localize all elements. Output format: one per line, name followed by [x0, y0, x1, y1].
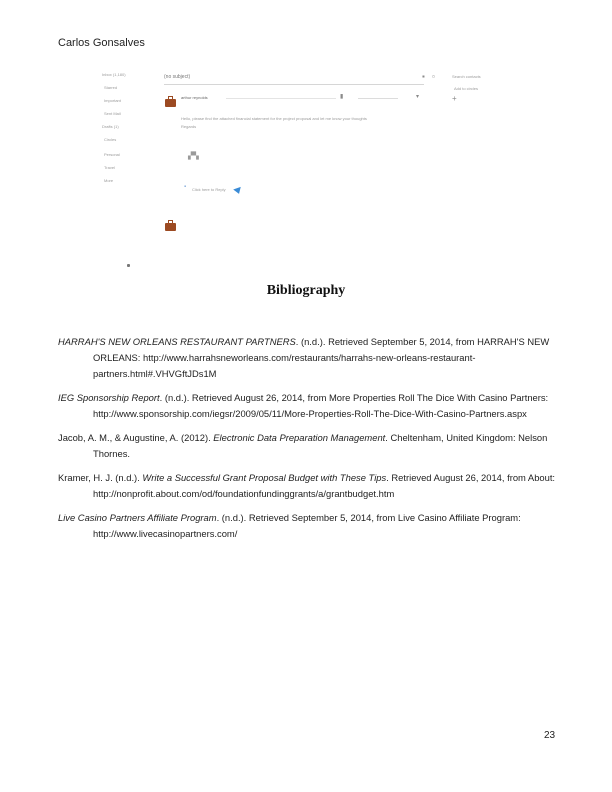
email-sidebar-item: Drafts (1)	[102, 124, 119, 129]
embedded-email-screenshot	[96, 66, 516, 276]
add-icon: +	[452, 94, 457, 103]
reply-hint: Click here to Reply	[192, 187, 226, 192]
briefcase-icon	[165, 223, 176, 231]
bibliography-entry	[58, 510, 556, 542]
email-sidebar-item: Circles	[104, 137, 117, 142]
message-body-line: Hello, please find the attached financial statement for the project proposal and let me know your thoughts	[181, 116, 367, 121]
right-label: Search contacts	[452, 74, 481, 79]
entry-title: Electronic Data Preparation Management	[213, 432, 386, 443]
email-subject: (no subject)	[164, 74, 191, 80]
bibliography-entry	[58, 470, 556, 502]
author-name: Carlos Gonsalves	[58, 37, 145, 49]
entry-title: Write a Successful Grant Proposal Budget with These Tips	[142, 472, 387, 483]
entry-details: . (n.d.). Retrieved August 26, 2014, from More Properties Roll The Dice With Casino Partners: http://www.sponsorship.com/iegsr/2009/05/11/More-Properties-Roll-The-Dice-With-Casino-Partners.aspx	[93, 392, 549, 419]
bibliography-list	[58, 334, 556, 550]
bibliography-title: Bibliography	[266, 283, 346, 298]
email-sidebar-item: Sent Mail	[104, 111, 121, 116]
page-number: 23	[544, 730, 556, 741]
bibliography-entry	[58, 430, 556, 462]
sender-name: arthur reynolds	[181, 95, 208, 100]
date-text	[358, 98, 398, 99]
message-body-line: Regards	[181, 124, 197, 129]
email-sidebar-item: Inbox (1,180)	[102, 72, 126, 77]
entry-title: Live Casino Partners Affiliate Program	[58, 512, 217, 523]
entry-authors: Jacob, A. M., & Augustine, A. (2012).	[58, 432, 214, 443]
sender-address	[226, 98, 336, 99]
triangle-arrow-icon	[233, 187, 243, 195]
bibliography-entry	[58, 334, 556, 382]
attachment-icon: ▮	[340, 94, 344, 100]
briefcase-icon	[165, 99, 176, 107]
email-sidebar-item: Important	[104, 98, 121, 103]
entry-details: . Cheltenham, United Kingdom: Nelson Thornes.	[93, 432, 548, 459]
bullet-marker	[127, 264, 130, 267]
expand-icon: ▫	[432, 72, 435, 81]
entry-details: . (n.d.). Retrieved September 5, 2014, from HARRAH'S NEW ORLEANS: http://www.harrahsneworleans.com/restaurants/harrahs-new-orleans-restaurant-partners.html#.VHVGftJDs1M	[93, 336, 550, 379]
reply-icon: ▾	[416, 94, 420, 100]
entry-title: IEG Sponsorship Report	[58, 392, 160, 403]
email-sidebar-item: Personal	[104, 152, 120, 157]
email-sidebar-item: Starred	[104, 85, 118, 90]
email-sidebar-item: Travel	[104, 165, 115, 170]
entry-authors: Kramer, H. J. (n.d.).	[58, 472, 143, 483]
right-label: Add to circles	[454, 86, 479, 91]
entry-title: HARRAH'S NEW ORLEANS RESTAURANT PARTNERS	[58, 336, 296, 347]
email-sidebar-item: More	[104, 178, 114, 183]
reply-box-icon: ▪	[184, 184, 187, 190]
bibliography-entry	[58, 390, 556, 422]
divider	[164, 84, 424, 85]
attachment-thumbnail-icon: ▞▚	[188, 153, 199, 160]
entry-details: . Retrieved August 26, 2014, from About: http://nonprofit.about.com/od/foundationfundinggrants/a/grantbudget.htm	[93, 472, 556, 499]
entry-details: . (n.d.). Retrieved September 5, 2014, from Live Casino Affiliate Program: http://www.livecasinopartners.com/	[93, 512, 521, 539]
print-icon: ▪	[422, 72, 425, 81]
